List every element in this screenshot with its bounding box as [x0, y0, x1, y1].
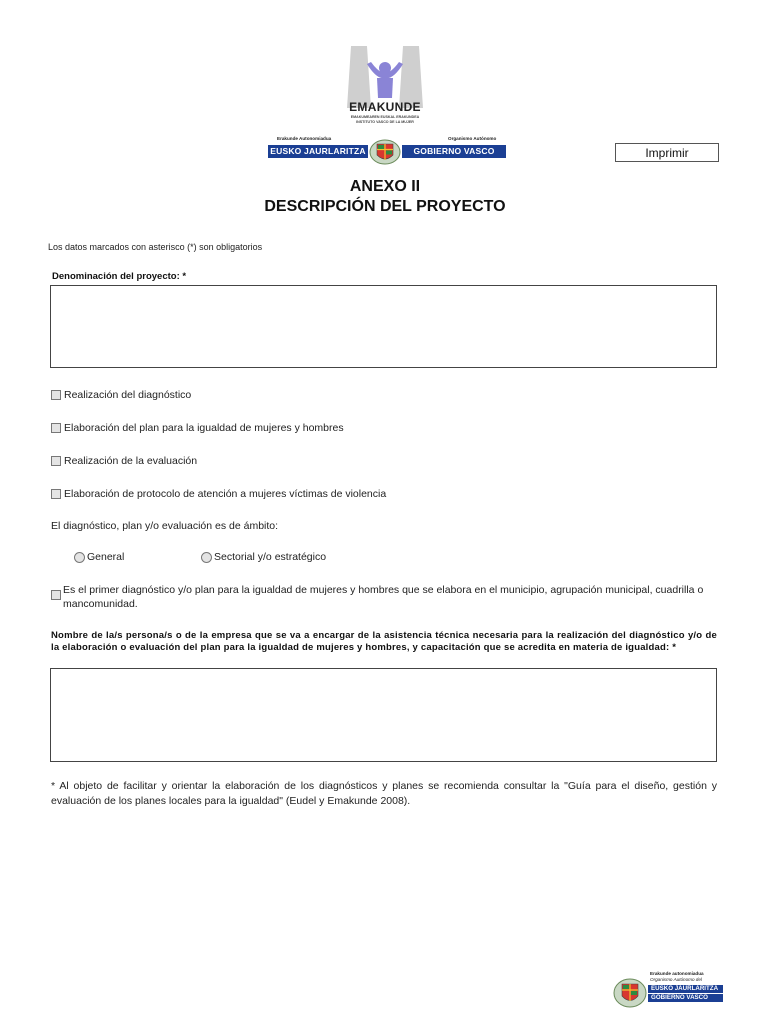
annex-title: ANEXO II [349, 178, 421, 195]
checkbox-row-evaluacion[interactable] [51, 455, 197, 467]
technical-assistance-field[interactable] [50, 668, 717, 762]
radio-sectorial[interactable] [201, 551, 326, 563]
footer-label: Organismo Autónomo del [650, 977, 702, 982]
checkbox[interactable] [51, 423, 61, 433]
project-name-label: Denominación del proyecto: * [52, 271, 187, 282]
basque-coat-of-arms-icon [369, 138, 401, 165]
radio-general[interactable] [74, 551, 124, 563]
gov-left-label: Erakunde Autonomiadua [277, 136, 332, 141]
page-title: DESCRIPCIÓN DEL PROYECTO [264, 198, 506, 215]
checkbox[interactable] [51, 456, 61, 466]
emakunde-subtitle [320, 115, 450, 124]
checkbox-row-plan[interactable] [51, 422, 344, 434]
checkbox-label: Elaboración de protocolo de atención a mujeres víctimas de violencia [64, 488, 387, 500]
footnote: * Al objeto de facilitar y orientar la elaboración de los diagnósticos y planes se recomienda consultar la "Guía para el diseño, gestión y evaluación de los planes locales para la igualdad" (Eudel y Emakunde 2008). [51, 780, 717, 807]
radio-label: Sectorial y/o estratégico [214, 551, 327, 563]
radio-button[interactable] [74, 552, 85, 563]
technical-assistance-label: Nombre de la/s persona/s o de la empresa que se va a encargar de la asistencia técnica necesaria para la realización del diagnóstico y/o de la elaboración o evaluación del plan para la igualdad de mujeres y hombres, y capacitación que se acredita en materia de igualdad: * [51, 630, 717, 653]
footer-coat-of-arms-icon [613, 978, 647, 1008]
radio-label: General [87, 551, 125, 563]
footer-label: Erakunde autonomiadua [650, 971, 704, 976]
checkbox[interactable] [51, 590, 61, 600]
footer-gobierno-vasco-bar: GOBIERNO VASCO [648, 994, 723, 1002]
checkbox-label: Elaboración del plan para la igualdad de mujeres y hombres [64, 422, 344, 434]
checkbox-label: Realización del diagnóstico [64, 389, 192, 401]
footer-eusko-jaurlaritza-bar: EUSKO JAURLARITZA [648, 985, 723, 993]
first-diagnosis-label: Es el primer diagnóstico y/o plan para la igualdad de mujeres y hombres que se elabora en el municipio, agrupación municipal, cuadrilla o mancomunidad. [63, 584, 704, 610]
radio-button[interactable] [201, 552, 212, 563]
emakunde-subtitle-line: INSTITUTO VASCO DE LA MUJER [356, 119, 414, 124]
gobierno-vasco-bar: GOBIERNO VASCO [402, 145, 506, 158]
project-name-field[interactable] [50, 285, 717, 368]
checkbox-label: Realización de la evaluación [64, 455, 198, 467]
checkbox-row-protocolo[interactable] [51, 488, 386, 500]
eusko-jaurlaritza-bar: EUSKO JAURLARITZA [268, 145, 368, 158]
required-fields-note: Los datos marcados con asterisco (*) son obligatorios [48, 242, 263, 252]
print-button[interactable]: Imprimir [615, 143, 719, 162]
emakunde-subtitle-line: EMAKUMEAREN EUSKAL ERAKUNDEA [350, 115, 420, 119]
scope-question: El diagnóstico, plan y/o evaluación es de ámbito: [51, 520, 279, 532]
emakunde-name: EMAKUNDE [349, 100, 421, 114]
gov-right-label: Organismo Autónomo [448, 136, 497, 141]
checkbox[interactable] [51, 390, 61, 400]
checkbox[interactable] [51, 489, 61, 499]
checkbox-row-diagnostico[interactable] [51, 389, 191, 401]
